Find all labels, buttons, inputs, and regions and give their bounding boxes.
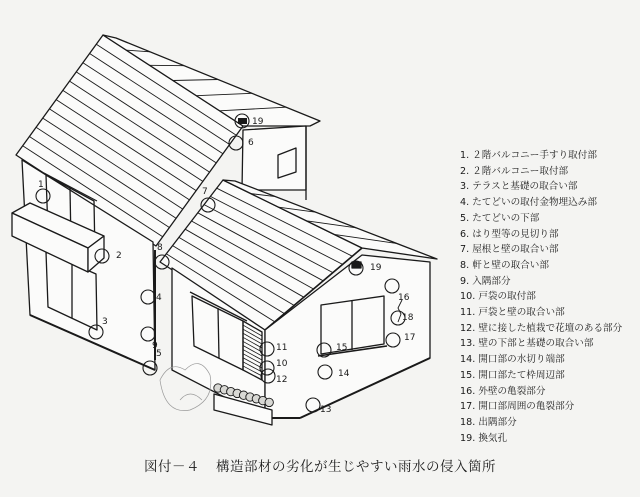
legend-number: 18. (460, 416, 476, 428)
legend-text: 開口部周囲の亀裂部分 (475, 401, 575, 413)
legend-number: 11. (460, 307, 476, 319)
marker-label: 11 (276, 343, 288, 353)
legend-text: 出隅部分 (475, 416, 517, 428)
legend-number: 13. (460, 338, 476, 350)
legend-text: 戸袋の取付部 (475, 291, 536, 303)
legend-text: たてどいの下部 (469, 212, 540, 224)
legend-text: 戸袋と壁の取合い部 (475, 307, 565, 319)
legend-text: 外壁の亀裂部分 (475, 385, 546, 397)
marker-label: 12 (276, 375, 288, 385)
marker-label: 3 (102, 317, 108, 327)
legend-text: 開口部たて枠周辺部 (475, 369, 565, 381)
marker-label: 19 (252, 117, 264, 127)
legend-number: 15. (460, 369, 476, 381)
legend-item (460, 431, 638, 447)
legend-item (460, 384, 638, 400)
marker-label: 6 (248, 138, 254, 148)
legend-number: 10. (460, 291, 476, 303)
marker-label: 4 (156, 293, 162, 303)
legend-text: テラスと基礎の取合い部 (469, 181, 578, 193)
legend-text: 壁の下部と基礎の取合い部 (475, 338, 594, 350)
legend-item (460, 336, 638, 352)
legend-number: 5. (460, 212, 470, 224)
legend-number: 6. (460, 228, 470, 240)
marker-label: 9 (152, 341, 158, 351)
marker-label: 15 (336, 343, 348, 353)
marker-label: 18 (402, 313, 414, 323)
legend-text: はり型等の見切り部 (469, 228, 559, 240)
marker-label: 8 (157, 243, 163, 253)
vent-icon (238, 118, 247, 124)
legend-item (460, 321, 638, 337)
marker-label: 1 (38, 180, 44, 190)
marker-label: 7 (202, 187, 208, 197)
legend-number: 1. (460, 150, 470, 161)
figure-title: 構造部材の劣化が生じやすい雨水の侵入箇所 (216, 459, 496, 475)
marker-label: 5 (156, 349, 162, 359)
legend-item (460, 227, 638, 243)
legend-number: 3. (460, 181, 470, 193)
legend-item (460, 289, 638, 305)
legend-number: 7. (460, 244, 470, 256)
legend-text: ２階バルコニー手すり取付部 (469, 150, 597, 161)
legend-number: 17. (460, 401, 476, 413)
marker-label: 16 (398, 293, 410, 303)
legend-text: 屋根と壁の取合い部 (469, 244, 559, 256)
figure-caption (0, 455, 640, 475)
legend-item (460, 352, 638, 368)
legend-item (460, 274, 638, 290)
legend-item (460, 179, 638, 195)
legend-text: 換気孔 (475, 432, 508, 444)
legend-number: 8. (460, 259, 470, 271)
legend-item (460, 415, 638, 431)
legend-item (460, 211, 638, 227)
legend-item (460, 305, 638, 321)
legend-item (460, 148, 638, 164)
legend-text: ２階バルコニー取付部 (469, 165, 569, 177)
legend-text: 壁に接した植栽で花壇のある部分 (475, 322, 623, 334)
legend-item (460, 399, 638, 415)
legend-item (460, 258, 638, 274)
legend-number: 2. (460, 165, 470, 177)
legend-item (460, 242, 638, 258)
figure-number: 図付－４ (144, 459, 200, 475)
marker-label: 10 (276, 359, 288, 369)
legend-text: 開口部の水切り端部 (475, 354, 565, 366)
marker-label: 17 (404, 333, 416, 343)
marker-label: 19 (370, 263, 382, 273)
marker-label: 13 (320, 405, 332, 415)
legend-number: 19. (460, 432, 476, 444)
legend-text: 軒と壁の取合い部 (469, 259, 549, 271)
legend-number: 9. (460, 275, 470, 287)
legend-item (460, 195, 638, 211)
legend-item (460, 164, 638, 180)
legend-text: 入隅部分 (469, 275, 511, 287)
legend-number: 16. (460, 385, 476, 397)
legend-number: 14. (460, 354, 476, 366)
legend-number: 4. (460, 197, 470, 209)
legend-text: たてどいの取付金物埋込み部 (469, 197, 597, 209)
marker-label: 2 (116, 251, 122, 261)
legend-item (460, 368, 638, 384)
legend (460, 148, 638, 446)
legend-number: 12. (460, 322, 476, 334)
marker-label: 14 (338, 369, 350, 379)
